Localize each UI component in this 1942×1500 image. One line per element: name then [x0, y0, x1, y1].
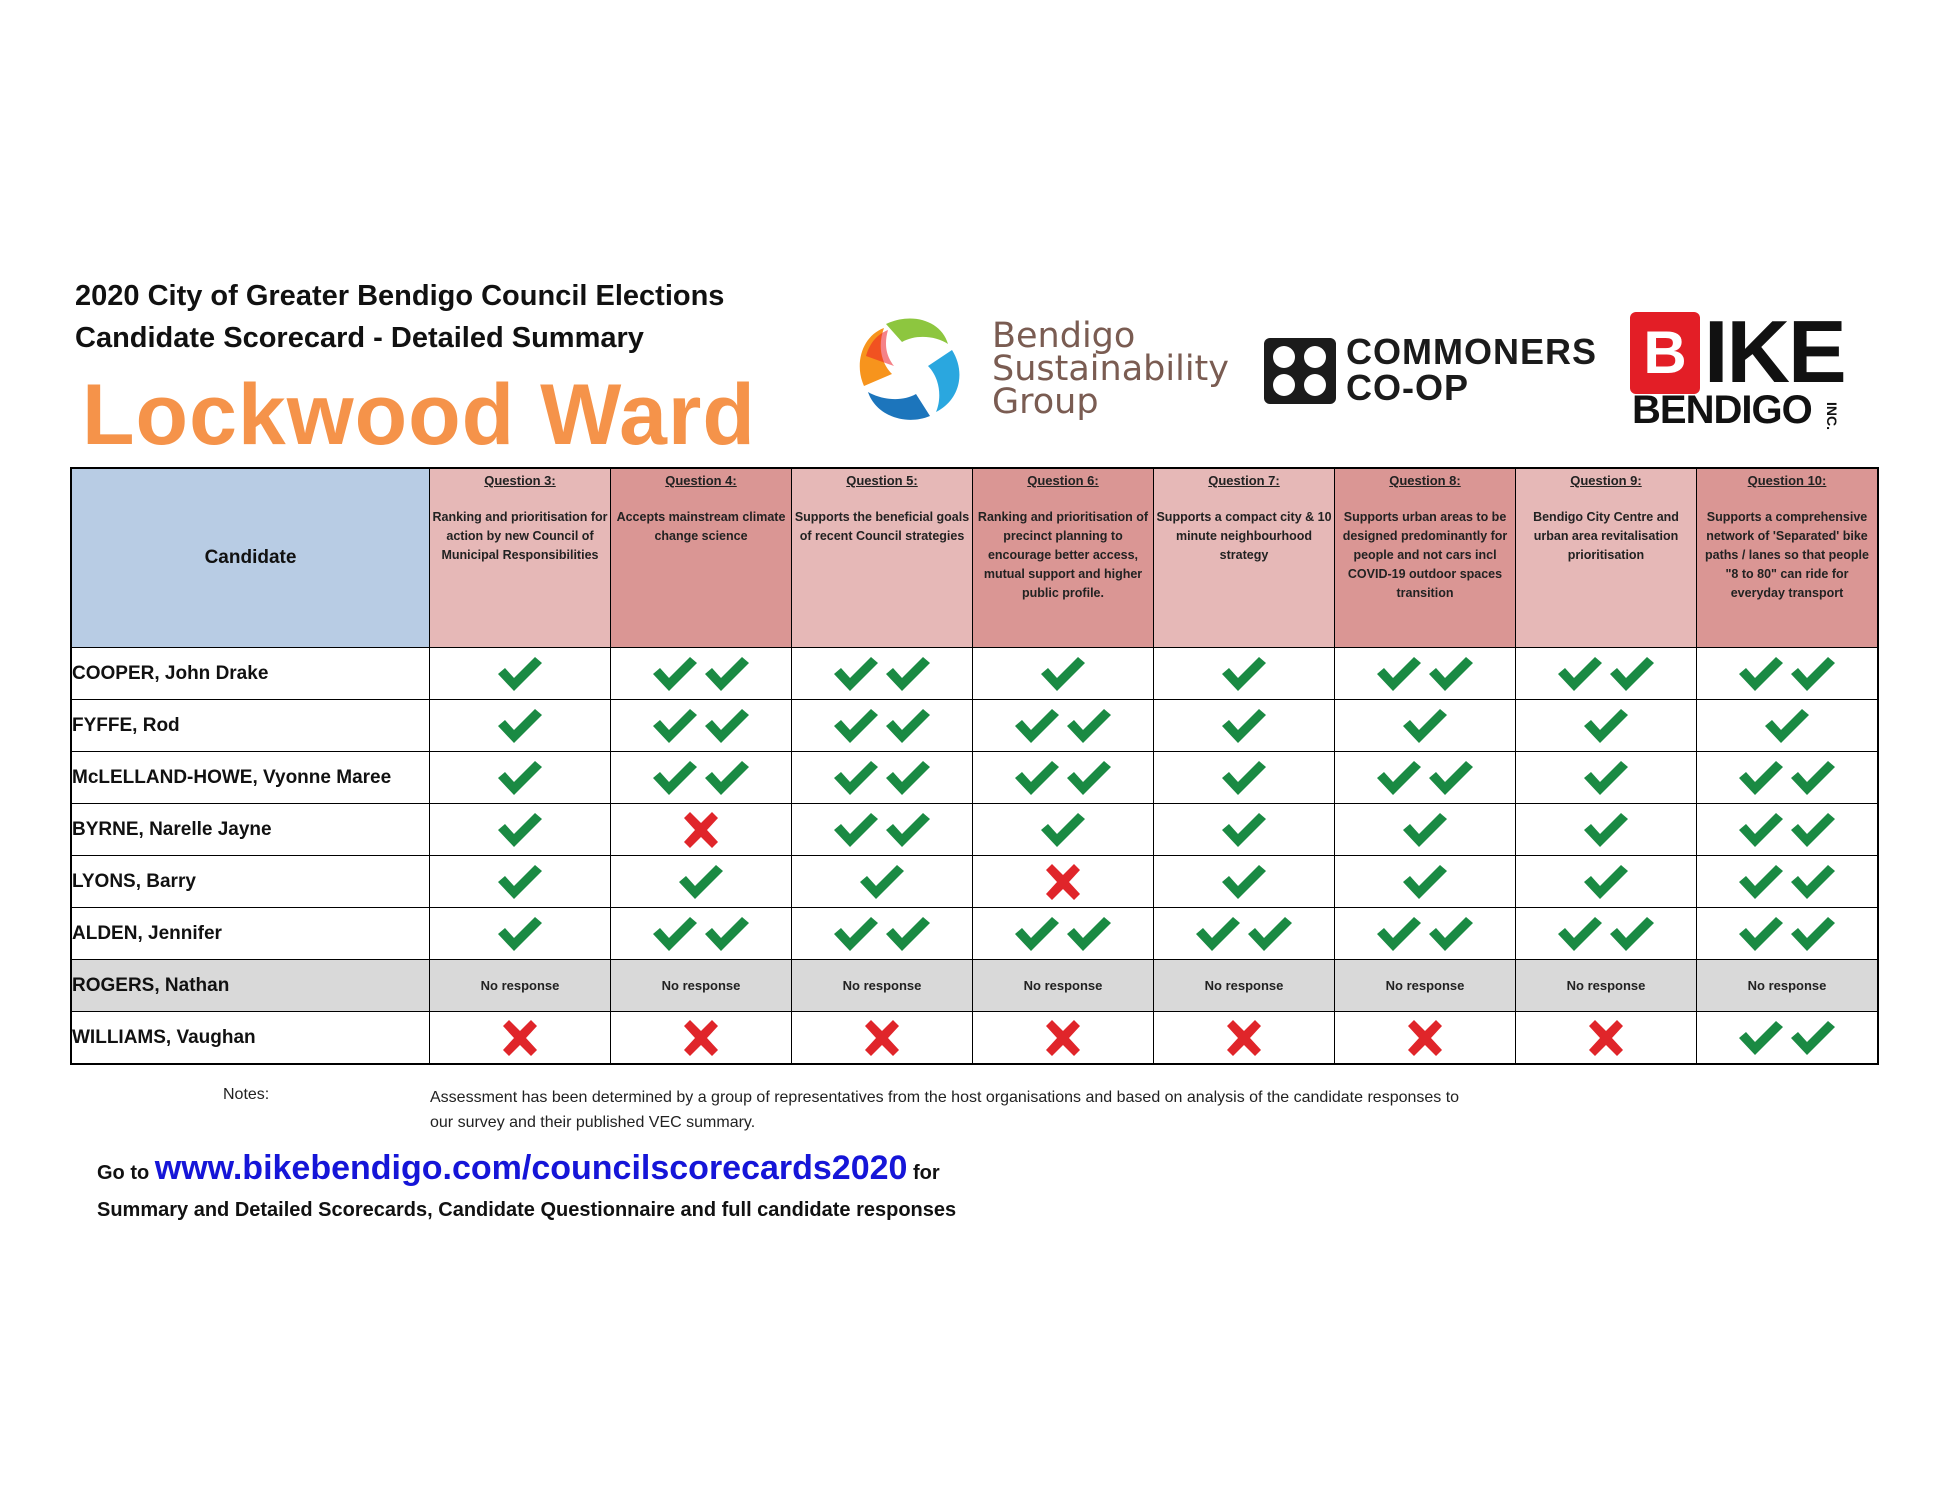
score-cell [973, 856, 1154, 908]
checkmark-icon [1788, 654, 1838, 694]
score-cell [1335, 648, 1516, 700]
checkmark-icon [650, 706, 700, 746]
score-cell [611, 648, 792, 700]
goto-prefix: Go to [97, 1162, 150, 1184]
score-cell [1335, 960, 1516, 1012]
checkmark-icon [1219, 706, 1269, 746]
checkmark-icon [495, 654, 545, 694]
score-cell [1516, 908, 1697, 960]
question-title: Question 3: [484, 473, 556, 488]
candidate-name: FYFFE, Rod [71, 700, 430, 752]
checkmark-icon [883, 758, 933, 798]
question-header [1154, 468, 1335, 648]
score-cell [1154, 908, 1335, 960]
title-line-1: 2020 City of Greater Bendigo Council Elections [75, 280, 725, 312]
score-cell [973, 908, 1154, 960]
checkmark-icon [1581, 862, 1631, 902]
notes-label: Notes: [223, 1086, 270, 1103]
checkmark-icon [1555, 654, 1605, 694]
inc-word: INC. [1824, 402, 1840, 430]
score-cell [1335, 908, 1516, 960]
cross-icon [1223, 1018, 1265, 1058]
no-response-label: No response [1385, 978, 1465, 993]
score-cell [1697, 804, 1879, 856]
checkmark-icon [1555, 914, 1605, 954]
score-cell [430, 648, 611, 700]
question-text: Accepts mainstream climate change science [616, 510, 786, 543]
checkmark-icon [650, 654, 700, 694]
checkmark-icon [1038, 810, 1088, 850]
cross-icon [680, 810, 722, 850]
question-title: Question 6: [1027, 473, 1099, 488]
cross-icon [861, 1018, 903, 1058]
question-header [1697, 468, 1879, 648]
checkmark-icon [1788, 914, 1838, 954]
checkmark-icon [1736, 758, 1786, 798]
checkmark-icon [1788, 810, 1838, 850]
checkmark-icon [1193, 914, 1243, 954]
checkmark-icon [1064, 706, 1114, 746]
checkmark-icon [1788, 758, 1838, 798]
question-header [611, 468, 792, 648]
checkmark-icon [883, 654, 933, 694]
scorecard-table [70, 467, 1879, 1065]
question-title: Question 8: [1389, 473, 1461, 488]
ward-heading: Lockwood Ward [82, 367, 756, 463]
checkmark-icon [1064, 914, 1114, 954]
score-cell [973, 1012, 1154, 1065]
checkmark-icon [676, 862, 726, 902]
table-body [71, 648, 1878, 1065]
question-text: Bendigo City Centre and urban area revitalisation prioritisation [1533, 510, 1679, 562]
score-cell [1697, 908, 1879, 960]
checkmark-icon [1374, 654, 1424, 694]
checkmark-icon [1788, 1018, 1838, 1058]
score-cell [1697, 648, 1879, 700]
score-cell [611, 1012, 792, 1065]
question-title: Question 7: [1208, 473, 1280, 488]
checkmark-icon [1581, 810, 1631, 850]
checkmark-icon [1736, 810, 1786, 850]
score-cell [1697, 752, 1879, 804]
score-cell [1516, 856, 1697, 908]
candidate-name: BYRNE, Narelle Jayne [71, 804, 430, 856]
checkmark-icon [702, 706, 752, 746]
score-cell [430, 804, 611, 856]
checkmark-icon [1400, 810, 1450, 850]
question-header [430, 468, 611, 648]
checkmark-icon [1607, 914, 1657, 954]
score-cell [973, 960, 1154, 1012]
checkmark-icon [831, 706, 881, 746]
candidate-name: COOPER, John Drake [71, 648, 430, 700]
score-cell [1516, 1012, 1697, 1065]
checkmark-icon [495, 914, 545, 954]
score-cell [1154, 1012, 1335, 1065]
cross-icon [1404, 1018, 1446, 1058]
question-title: Question 9: [1570, 473, 1642, 488]
question-text: Ranking and prioritisation of precinct planning to encourage better access, mutual support and higher public profile. [977, 510, 1149, 600]
score-cell [611, 960, 792, 1012]
checkmark-icon [1012, 914, 1062, 954]
bsg-line-2: Sustainability [992, 349, 1229, 389]
commoners-coop-logo [1264, 332, 1614, 408]
score-cell [430, 960, 611, 1012]
checkmark-icon [1736, 914, 1786, 954]
checkmark-icon [883, 810, 933, 850]
checkmark-icon [1426, 654, 1476, 694]
table-row [71, 700, 1878, 752]
checkmark-icon [495, 706, 545, 746]
score-cell [1154, 700, 1335, 752]
checkmark-icon [1426, 914, 1476, 954]
no-response-label: No response [480, 978, 560, 993]
checkmark-icon [1581, 706, 1631, 746]
question-header [1516, 468, 1697, 648]
question-text: Supports the beneficial goals of recent Council strategies [794, 510, 970, 543]
candidate-name: WILLIAMS, Vaughan [71, 1012, 430, 1065]
score-cell [611, 752, 792, 804]
question-text: Supports a compact city & 10 minute neighbourhood strategy [1156, 510, 1332, 562]
score-cell [973, 752, 1154, 804]
score-cell [1697, 856, 1879, 908]
no-response-label: No response [1023, 978, 1103, 993]
score-cell [1335, 752, 1516, 804]
bike-bendigo-logo [1630, 302, 1866, 432]
question-text: Supports urban areas to be designed predominantly for people and not cars incl COVID-19 outdoor spaces transition [1342, 510, 1508, 600]
bike-word: IKE [1704, 302, 1845, 401]
table-row [71, 804, 1878, 856]
checkmark-icon [1736, 654, 1786, 694]
title-line-2: Candidate Scorecard - Detailed Summary [75, 322, 644, 354]
score-cell [430, 1012, 611, 1065]
question-text: Supports a comprehensive network of 'Separated' bike paths / lanes so that people "8 to 80" can ride for everyday transport [1705, 510, 1869, 600]
checkmark-icon [1426, 758, 1476, 798]
no-response-label: No response [661, 978, 741, 993]
checkmark-icon [1012, 758, 1062, 798]
checkmark-icon [1219, 758, 1269, 798]
bsg-line-3: Group [992, 382, 1099, 422]
checkmark-icon [1219, 654, 1269, 694]
checkmark-icon [1788, 862, 1838, 902]
score-cell [792, 908, 973, 960]
bsg-swirl-icon [856, 316, 974, 422]
cross-icon [1042, 1018, 1084, 1058]
checkmark-icon [1374, 914, 1424, 954]
score-cell [792, 648, 973, 700]
table-row [71, 960, 1878, 1012]
checkmark-icon [1374, 758, 1424, 798]
checkmark-icon [1012, 706, 1062, 746]
candidate-name: ALDEN, Jennifer [71, 908, 430, 960]
checkmark-icon [650, 758, 700, 798]
question-title: Question 10: [1747, 473, 1827, 488]
question-title: Question 4: [665, 473, 737, 488]
checkmark-icon [1762, 706, 1812, 746]
bike-b-letter: B [1630, 312, 1700, 394]
score-cell [430, 908, 611, 960]
score-cell [1516, 804, 1697, 856]
table-row [71, 752, 1878, 804]
cross-icon [1042, 862, 1084, 902]
checkmark-icon [883, 914, 933, 954]
checkmark-icon [650, 914, 700, 954]
checkmark-icon [702, 654, 752, 694]
table-row [71, 1012, 1878, 1065]
score-cell [1516, 700, 1697, 752]
checkmark-icon [702, 914, 752, 954]
table-header-row [71, 468, 1878, 648]
checkmark-icon [1064, 758, 1114, 798]
checkmark-icon [1607, 654, 1657, 694]
table-row [71, 908, 1878, 960]
no-response-label: No response [842, 978, 922, 993]
score-cell [792, 1012, 973, 1065]
table-row [71, 648, 1878, 700]
score-cell [1516, 648, 1697, 700]
cross-icon [1585, 1018, 1627, 1058]
score-cell [1516, 960, 1697, 1012]
score-cell [1154, 752, 1335, 804]
checkmark-icon [831, 758, 881, 798]
question-title: Question 5: [846, 473, 918, 488]
checkmark-icon [831, 654, 881, 694]
commoners-line-2: CO-OP [1346, 367, 1470, 408]
score-cell [611, 804, 792, 856]
checkmark-icon [1219, 810, 1269, 850]
score-cell [1154, 960, 1335, 1012]
candidate-name: McLELLAND-HOWE, Vyonne Maree [71, 752, 430, 804]
score-cell [792, 960, 973, 1012]
score-cell [430, 856, 611, 908]
score-cell [1154, 856, 1335, 908]
checkmark-icon [495, 862, 545, 902]
candidate-name: ROGERS, Nathan [71, 960, 430, 1012]
score-cell [792, 700, 973, 752]
score-cell [973, 804, 1154, 856]
no-response-label: No response [1747, 978, 1827, 993]
checkmark-icon [1736, 1018, 1786, 1058]
score-cell [1335, 700, 1516, 752]
score-cell [973, 700, 1154, 752]
checkmark-icon [883, 706, 933, 746]
score-cell [430, 700, 611, 752]
score-cell [973, 648, 1154, 700]
question-header [792, 468, 973, 648]
bsg-line-1: Bendigo [992, 316, 1136, 356]
score-cell [792, 804, 973, 856]
bendigo-sustainability-group-logo [856, 298, 1266, 448]
checkmark-icon [1400, 706, 1450, 746]
candidate-column-header: Candidate [71, 468, 430, 648]
commoners-line-1: COMMONERS [1346, 331, 1597, 372]
scorecards-link[interactable]: www.bikebendigo.com/councilscorecards2020 [154, 1149, 908, 1187]
score-cell [611, 856, 792, 908]
candidate-name: LYONS, Barry [71, 856, 430, 908]
score-cell [792, 752, 973, 804]
score-cell [1335, 804, 1516, 856]
commoners-dots-icon [1264, 338, 1336, 404]
checkmark-icon [1400, 862, 1450, 902]
checkmark-icon [495, 810, 545, 850]
checkmark-icon [495, 758, 545, 798]
question-header [973, 468, 1154, 648]
no-response-label: No response [1566, 978, 1646, 993]
checkmark-icon [1219, 862, 1269, 902]
checkmark-icon [1038, 654, 1088, 694]
score-cell [611, 908, 792, 960]
goto-line [97, 1149, 940, 1188]
checkmark-icon [831, 810, 881, 850]
question-header [1335, 468, 1516, 648]
cross-icon [499, 1018, 541, 1058]
cross-icon [680, 1018, 722, 1058]
question-text: Ranking and prioritisation for action by new Council of Municipal Responsibilities [432, 510, 608, 562]
checkmark-icon [1736, 862, 1786, 902]
goto-suffix: for [913, 1162, 940, 1184]
footer-description: Summary and Detailed Scorecards, Candidate Questionnaire and full candidate responses [97, 1199, 957, 1221]
checkmark-icon [831, 914, 881, 954]
score-cell [430, 752, 611, 804]
score-cell [1335, 856, 1516, 908]
no-response-label: No response [1204, 978, 1284, 993]
score-cell [1697, 1012, 1879, 1065]
score-cell [611, 700, 792, 752]
bendigo-word: BENDIGO [1632, 388, 1812, 432]
table-row [71, 856, 1878, 908]
score-cell [1154, 648, 1335, 700]
score-cell [792, 856, 973, 908]
checkmark-icon [1245, 914, 1295, 954]
checkmark-icon [857, 862, 907, 902]
score-cell [1697, 700, 1879, 752]
score-cell [1154, 804, 1335, 856]
score-cell [1516, 752, 1697, 804]
notes-text: Assessment has been determined by a group of representatives from the host organisations and based on analysis of the candidate responses to our survey and their published VEC summary. [430, 1089, 1460, 1131]
checkmark-icon [702, 758, 752, 798]
score-cell [1697, 960, 1879, 1012]
score-cell [1335, 1012, 1516, 1065]
checkmark-icon [1581, 758, 1631, 798]
